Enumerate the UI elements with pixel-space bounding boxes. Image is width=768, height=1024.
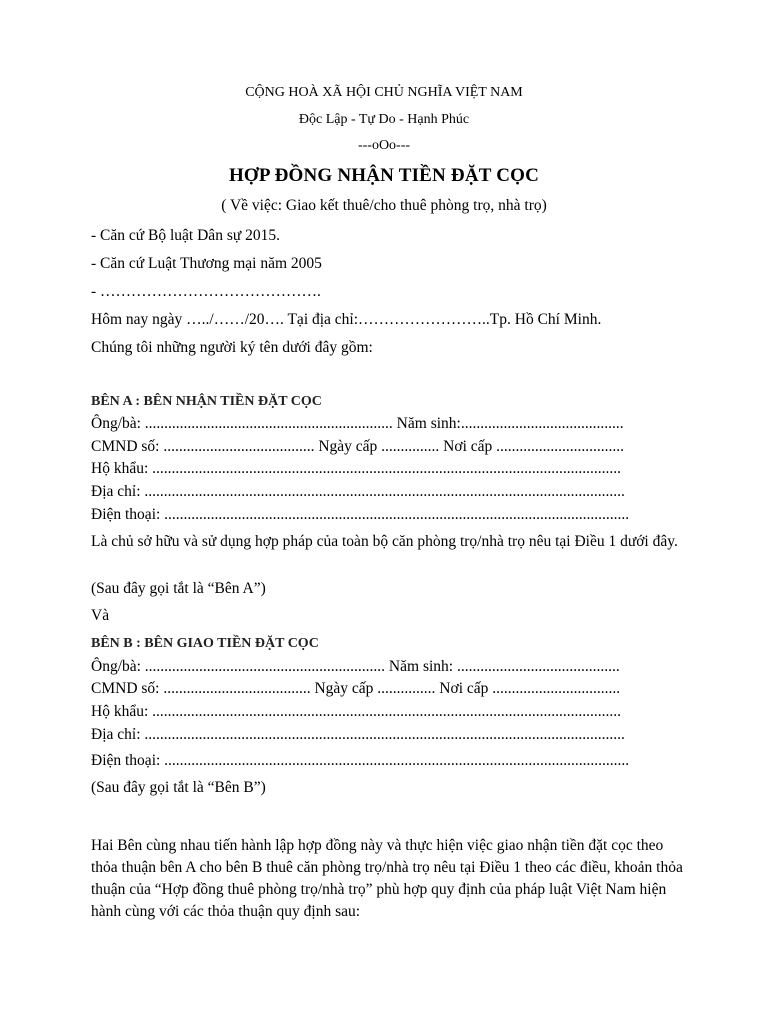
document-subject: ( Về việc: Giao kết thuê/cho thuê phòng trọ, nhà trọ) <box>221 197 547 214</box>
basis-commercial-law: - Căn cứ Luật Thương mại năm 2005 <box>91 255 322 272</box>
conjunction: Và <box>91 607 110 624</box>
party-a-phone-line: Điện thoại: ........................................................................................................................ <box>91 506 630 523</box>
party-b-id-line: CMND số: ...................................... Ngày cấp ............... Nơi cấp ................................. <box>91 680 621 697</box>
party-a-name-line: Ông/bà: ................................................................ Năm sinh:.......................................... <box>91 415 624 432</box>
date-place-line: Hôm nay ngày …../……/20…. Tại địa chỉ:……………………..Tp. Hồ Chí Minh. <box>91 311 602 328</box>
separator: ---oOo--- <box>357 138 411 153</box>
party-a-id-line: CMND số: ....................................... Ngày cấp ............... Nơi cấp ................................. <box>91 438 625 455</box>
party-a-household-line: Hộ khẩu: ......................................................................................................................... <box>91 460 622 477</box>
nation-heading: CỘNG HOÀ XÃ HỘI CHỦ NGHĨA VIỆT NAM <box>245 85 523 100</box>
signatories-line: Chúng tôi những người ký tên dưới đây gồm: <box>91 339 373 356</box>
party-b-phone-line: Điện thoại: ........................................................................................................................ <box>91 752 630 769</box>
party-a-ownership: Là chủ sở hữu và sử dụng hợp pháp của toàn bộ căn phòng trọ/nhà trọ nêu tại Điều 1 dưới đây. <box>91 533 678 550</box>
basis-other: - ……………………………………. <box>91 283 321 300</box>
agreement-paragraph: Hai Bên cùng nhau tiến hành lập hợp đồng này và thực hiện việc giao nhận tiền đặt cọc theo thỏa thuận bên A cho bên B thuê căn phòng trọ/nhà trọ nêu tại Điều 1 theo các điều, khoản thỏa thuận của “Hợp đồng thuê phòng trọ/nhà trọ” phù hợp quy định của pháp luật Việt Nam hiện hành cùng với các thỏa thuận quy định sau: <box>91 837 683 920</box>
motto: Độc Lập - Tự Do - Hạnh Phúc <box>298 112 470 127</box>
party-b-alias: (Sau đây gọi tắt là “Bên B”) <box>91 779 266 796</box>
party-b-heading: BÊN B : BÊN GIAO TIỀN ĐẶT CỌC <box>91 636 319 651</box>
party-a-heading: BÊN A : BÊN NHẬN TIỀN ĐẶT CỌC <box>91 394 322 409</box>
party-b-name-line: Ông/bà: .............................................................. Năm sinh: .......................................... <box>91 658 620 675</box>
party-a-address-line: Địa chỉ: ............................................................................................................................ <box>91 483 625 500</box>
document-title: HỢP ĐỒNG NHẬN TIỀN ĐẶT CỌC <box>228 165 540 186</box>
party-b-address-line: Địa chỉ: ............................................................................................................................ <box>91 726 625 743</box>
basis-civil-code: - Căn cứ Bộ luật Dân sự 2015. <box>91 227 280 244</box>
party-a-alias: (Sau đây gọi tắt là “Bên A”) <box>91 580 266 597</box>
party-b-household-line: Hộ khẩu: ......................................................................................................................... <box>91 703 622 720</box>
